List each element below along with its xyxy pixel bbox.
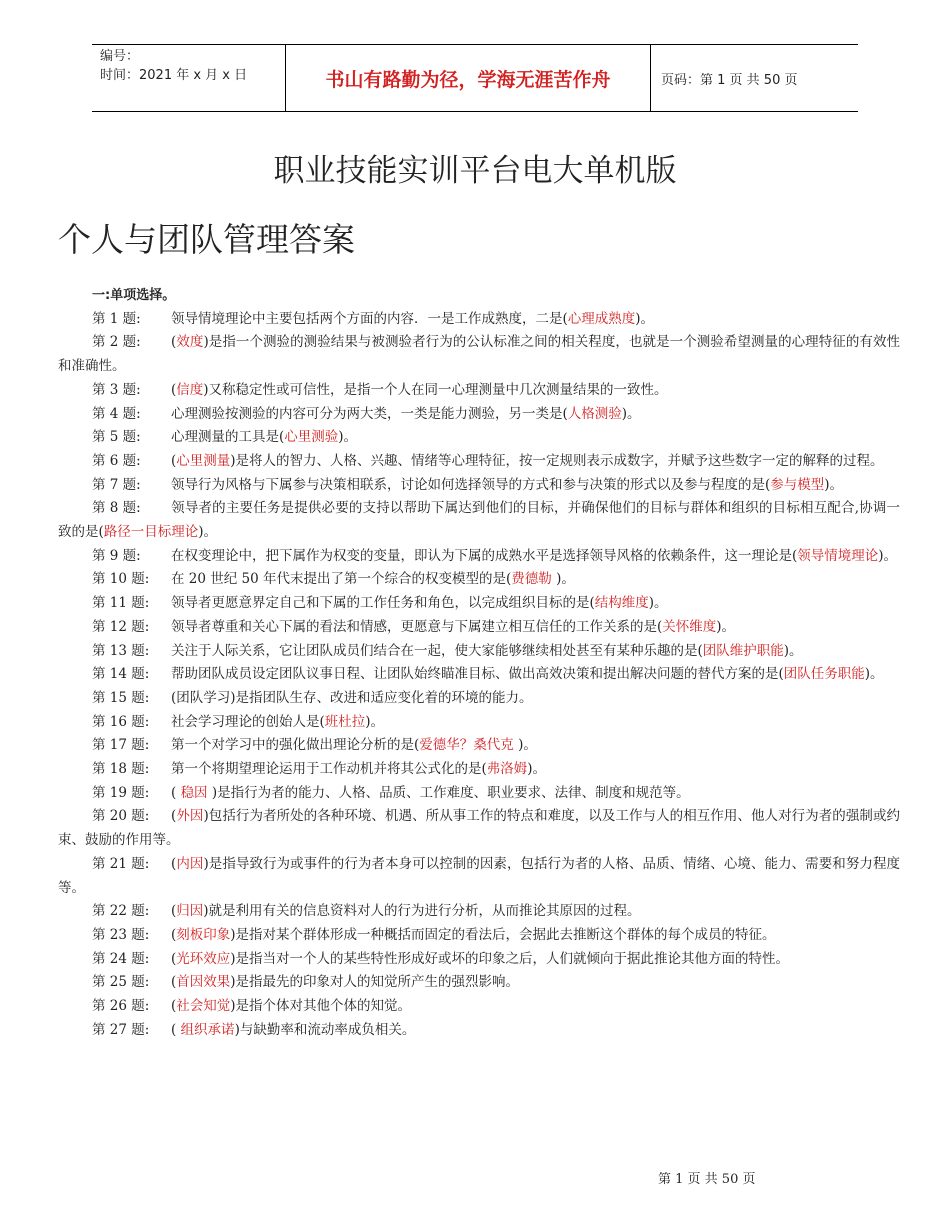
- serial-number-label: 编号：: [100, 49, 140, 64]
- question-text: (: [171, 998, 177, 1015]
- question-number: 第 22 题:: [92, 903, 150, 920]
- question-text-tail: )就是利用有关的信息资料对人的行为进行分析，从而推论其原因的过程。: [203, 903, 641, 920]
- question-number: 第 18 题:: [92, 761, 150, 778]
- question-answer: 光环效应: [176, 950, 231, 967]
- question-item: [58, 711, 900, 735]
- question-text: (: [171, 452, 177, 469]
- question-item: [58, 995, 900, 1019]
- question-number: 第 26 题:: [92, 998, 150, 1015]
- question-text-tail: )是指导致行为或事件的行为者本身可以控制的因素，包括行为者的人格、品质、情绪、心境、能力、需要和努力程度等。: [58, 855, 901, 896]
- question-text-tail: )是指当对一个人的某些特性形成好或坏的印象之后，人们就倾向于据此推论其他方面的特性。: [230, 950, 790, 967]
- question-answer: 刻板印象: [176, 926, 231, 943]
- question-item: [58, 497, 900, 544]
- question-text: 领导者尊重和关心下属的看法和情感，更愿意与下属建立相互信任的工作关系的是(: [171, 618, 663, 635]
- question-item: [58, 1019, 900, 1043]
- question-number: 第 12 题:: [92, 618, 150, 635]
- question-text: 第一个对学习中的强化做出理论分析的是(: [171, 737, 420, 754]
- question-item: [58, 403, 900, 427]
- question-item: [58, 545, 900, 569]
- question-answer: 人格测验: [567, 405, 622, 422]
- question-text-tail: )。: [716, 618, 736, 635]
- question-number: 第 20 题:: [92, 808, 150, 825]
- question-number: 第 3 题:: [92, 381, 141, 398]
- question-number: 第 4 题:: [92, 405, 141, 422]
- question-item: [58, 805, 900, 852]
- question-text: (团队学习)是指团队生存、改进和适应变化着的环境的能力。: [171, 689, 533, 706]
- question-text-tail: )。: [635, 310, 655, 327]
- question-answer: 效度: [176, 334, 204, 351]
- question-text-tail: )。: [556, 571, 575, 588]
- question-list: [58, 284, 900, 1043]
- header-page-info: 页码：第 1 页 共 50 页: [661, 72, 798, 88]
- question-item: [58, 924, 900, 948]
- question-number: 第 7 题:: [92, 476, 141, 493]
- question-text: 领导者更愿意界定自己和下属的工作任务和角色，以完成组织目标的是(: [171, 595, 595, 612]
- question-number: 第 17 题:: [92, 737, 150, 754]
- question-number: 第 27 题:: [92, 1021, 150, 1038]
- question-text-tail: )是将人的智力、人格、兴趣、情绪等心理特征，按一定规则表示成数字，并赋予这些数字一定的解释的过程。: [230, 452, 884, 469]
- question-answer: 团队任务职能: [783, 666, 865, 683]
- document-subtitle: 个人与团队管理答案: [58, 220, 355, 259]
- question-item: [58, 592, 900, 616]
- question-answer: 路径一目标理论: [103, 524, 199, 541]
- question-answer: 社会知觉: [176, 998, 231, 1015]
- question-item: [58, 663, 900, 687]
- question-answer: 关怀维度: [662, 618, 717, 635]
- question-text-tail: )是指一个测验的测验结果与被测验者行为的公认标准之间的相关程度，也就是一个测验希望测量的心理特征的有效性和准确性。: [58, 334, 901, 375]
- question-answer: 心里测验: [284, 429, 339, 446]
- question-text-tail: )。: [198, 524, 218, 541]
- question-text: (: [171, 808, 177, 825]
- question-text: 第一个将期望理论运用于工作动机并将其公式化的是(: [171, 761, 487, 778]
- question-item: [58, 782, 900, 806]
- question-text-tail: )是指行为者的能力、人格、品质、工作难度、职业要求、法律、制度和规范等。: [207, 784, 690, 801]
- question-text-tail: )。: [783, 642, 803, 659]
- question-text-tail: )。: [518, 737, 537, 754]
- question-number: 第 21 题:: [92, 855, 150, 872]
- question-item: [58, 568, 900, 592]
- question-text: 心理测验按测验的内容可分为两大类，一类是能力测验，另一类是(: [171, 405, 568, 422]
- question-item: [58, 853, 900, 900]
- question-number: 第 6 题:: [92, 452, 141, 469]
- question-text: 关注于人际关系，它让团队成员们结合在一起，使大家能够继续相处甚至有某种乐趣的是(: [171, 642, 703, 659]
- question-item: [58, 426, 900, 450]
- time-label: 时间：2021 年 x 月 x 日: [100, 68, 248, 83]
- question-number: 第 8 题:: [92, 500, 141, 517]
- question-number: 第 2 题:: [92, 334, 141, 351]
- question-answer: 组织承诺: [180, 1021, 235, 1038]
- question-number: 第 14 题:: [92, 666, 150, 683]
- question-text: 在权变理论中，把下属作为权变的变量，即认为下属的成熟水平是选择领导风格的依赖条件，这一理论是(: [171, 547, 798, 564]
- document-title: 职业技能实训平台电大单机版: [273, 153, 677, 189]
- question-answer: 稳因: [180, 784, 208, 801]
- question-number: 第 11 题:: [92, 595, 150, 612]
- question-text: 领导行为风格与下属参与决策相联系，讨论如何选择领导的方式和参与决策的形式以及参与程度的是(: [171, 476, 771, 493]
- question-answer: 内因: [176, 855, 204, 872]
- question-item: [58, 758, 900, 782]
- question-number: 第 16 题:: [92, 713, 150, 730]
- question-text-tail: )又称稳定性或可信性，是指一个人在同一心理测量中几次测量结果的一致性。: [203, 381, 668, 398]
- question-text-tail: )是指个体对其他个体的知觉。: [230, 998, 412, 1015]
- question-item: [58, 450, 900, 474]
- question-number: 第 1 题:: [92, 310, 141, 327]
- question-text-tail: )。: [648, 595, 668, 612]
- question-text-tail: )。: [824, 476, 844, 493]
- page-footer: 第 1 页 共 50 页: [658, 1172, 756, 1187]
- question-number: 第 10 题:: [92, 571, 150, 588]
- question-item: [58, 900, 900, 924]
- question-text-tail: )。: [621, 405, 641, 422]
- question-number: 第 19 题:: [92, 784, 150, 801]
- question-text-tail: )与缺勤率和流动率成负相关。: [234, 1021, 416, 1038]
- question-number: 第 9 题:: [92, 547, 141, 564]
- question-text-tail: )包括行为者所处的各种环境、机遇、所从事工作的特点和难度，以及工作与人的相互作用、他人对行为者的强制或约束、鼓励的作用等。: [58, 808, 901, 849]
- question-number: 第 13 题:: [92, 642, 150, 659]
- question-text: 社会学习理论的创始人是(: [171, 713, 325, 730]
- section-heading: 一:单项选择。: [92, 288, 176, 303]
- question-answer: 归因: [176, 903, 204, 920]
- question-item: [58, 379, 900, 403]
- question-item: [58, 474, 900, 498]
- question-number: 第 5 题:: [92, 429, 141, 446]
- question-item: [58, 616, 900, 640]
- question-answer: 参与模型: [770, 476, 825, 493]
- question-item: [58, 971, 900, 995]
- question-text: (: [171, 926, 177, 943]
- question-text: (: [171, 381, 177, 398]
- question-answer: 班杜拉: [324, 713, 366, 730]
- question-answer: 首因效果: [176, 974, 231, 991]
- question-answer: 结构维度: [594, 595, 649, 612]
- question-text: 帮助团队成员设定团队议事日程、让团队始终瞄准目标、做出高效决策和提出解决问题的替代方案的是(: [171, 666, 784, 683]
- question-answer: 弗洛姆: [486, 761, 528, 778]
- question-text: (: [171, 974, 177, 991]
- question-answer: 心里测量: [176, 452, 231, 469]
- question-text-tail: )是指对某个群体形成一种概括而固定的看法后，会据此去推断这个群体的每个成员的特征。: [230, 926, 776, 943]
- question-text: (: [171, 334, 177, 351]
- page-header: [92, 44, 858, 112]
- question-answer: 团队维护职能: [702, 642, 784, 659]
- question-text: 领导者的主要任务是提供必要的支持以帮助下属达到他们的目标，并确保他们的目标与群体和组织的目标相互配合,协调一致的是(: [58, 500, 900, 541]
- question-answer: 心理成熟度: [567, 310, 636, 327]
- question-text-tail: )。: [864, 666, 884, 683]
- question-number: 第 25 题:: [92, 974, 150, 991]
- questions: [58, 308, 900, 1043]
- question-text: 心理测量的工具是(: [171, 429, 285, 446]
- question-answer: 费德勒: [511, 571, 557, 588]
- question-answer: 领导情境理论: [797, 547, 879, 564]
- question-text-tail: )。: [878, 547, 898, 564]
- question-number: 第 15 题:: [92, 689, 150, 706]
- question-item: [58, 687, 900, 711]
- question-answer: 信度: [176, 381, 204, 398]
- question-item: [58, 331, 900, 378]
- header-meta: [92, 45, 286, 111]
- question-item: [58, 308, 900, 332]
- question-text: (: [171, 1021, 181, 1038]
- question-text: (: [171, 903, 177, 920]
- question-text: 在 20 世纪 50 年代末提出了第一个综合的权变模型的是(: [171, 571, 512, 588]
- header-motto: 书山有路勤为径，学海无涯苦作舟: [286, 45, 651, 111]
- question-text: (: [171, 855, 177, 872]
- question-text-tail: )是指最先的印象对人的知觉所产生的强烈影响。: [230, 974, 520, 991]
- question-item: [58, 640, 900, 664]
- question-answer: 外因: [176, 808, 204, 825]
- question-text-tail: )。: [365, 713, 385, 730]
- question-text-tail: )。: [338, 429, 358, 446]
- question-text-tail: )。: [527, 761, 547, 778]
- question-answer: 爱德华？桑代克: [419, 737, 519, 754]
- question-text: (: [171, 784, 181, 801]
- question-text: (: [171, 950, 177, 967]
- question-number: 第 23 题:: [92, 926, 150, 943]
- question-item: [58, 734, 900, 758]
- question-number: 第 24 题:: [92, 950, 150, 967]
- question-text: 领导情境理论中主要包括两个方面的内容．一是工作成熟度，二是(: [171, 310, 568, 327]
- question-item: [58, 948, 900, 972]
